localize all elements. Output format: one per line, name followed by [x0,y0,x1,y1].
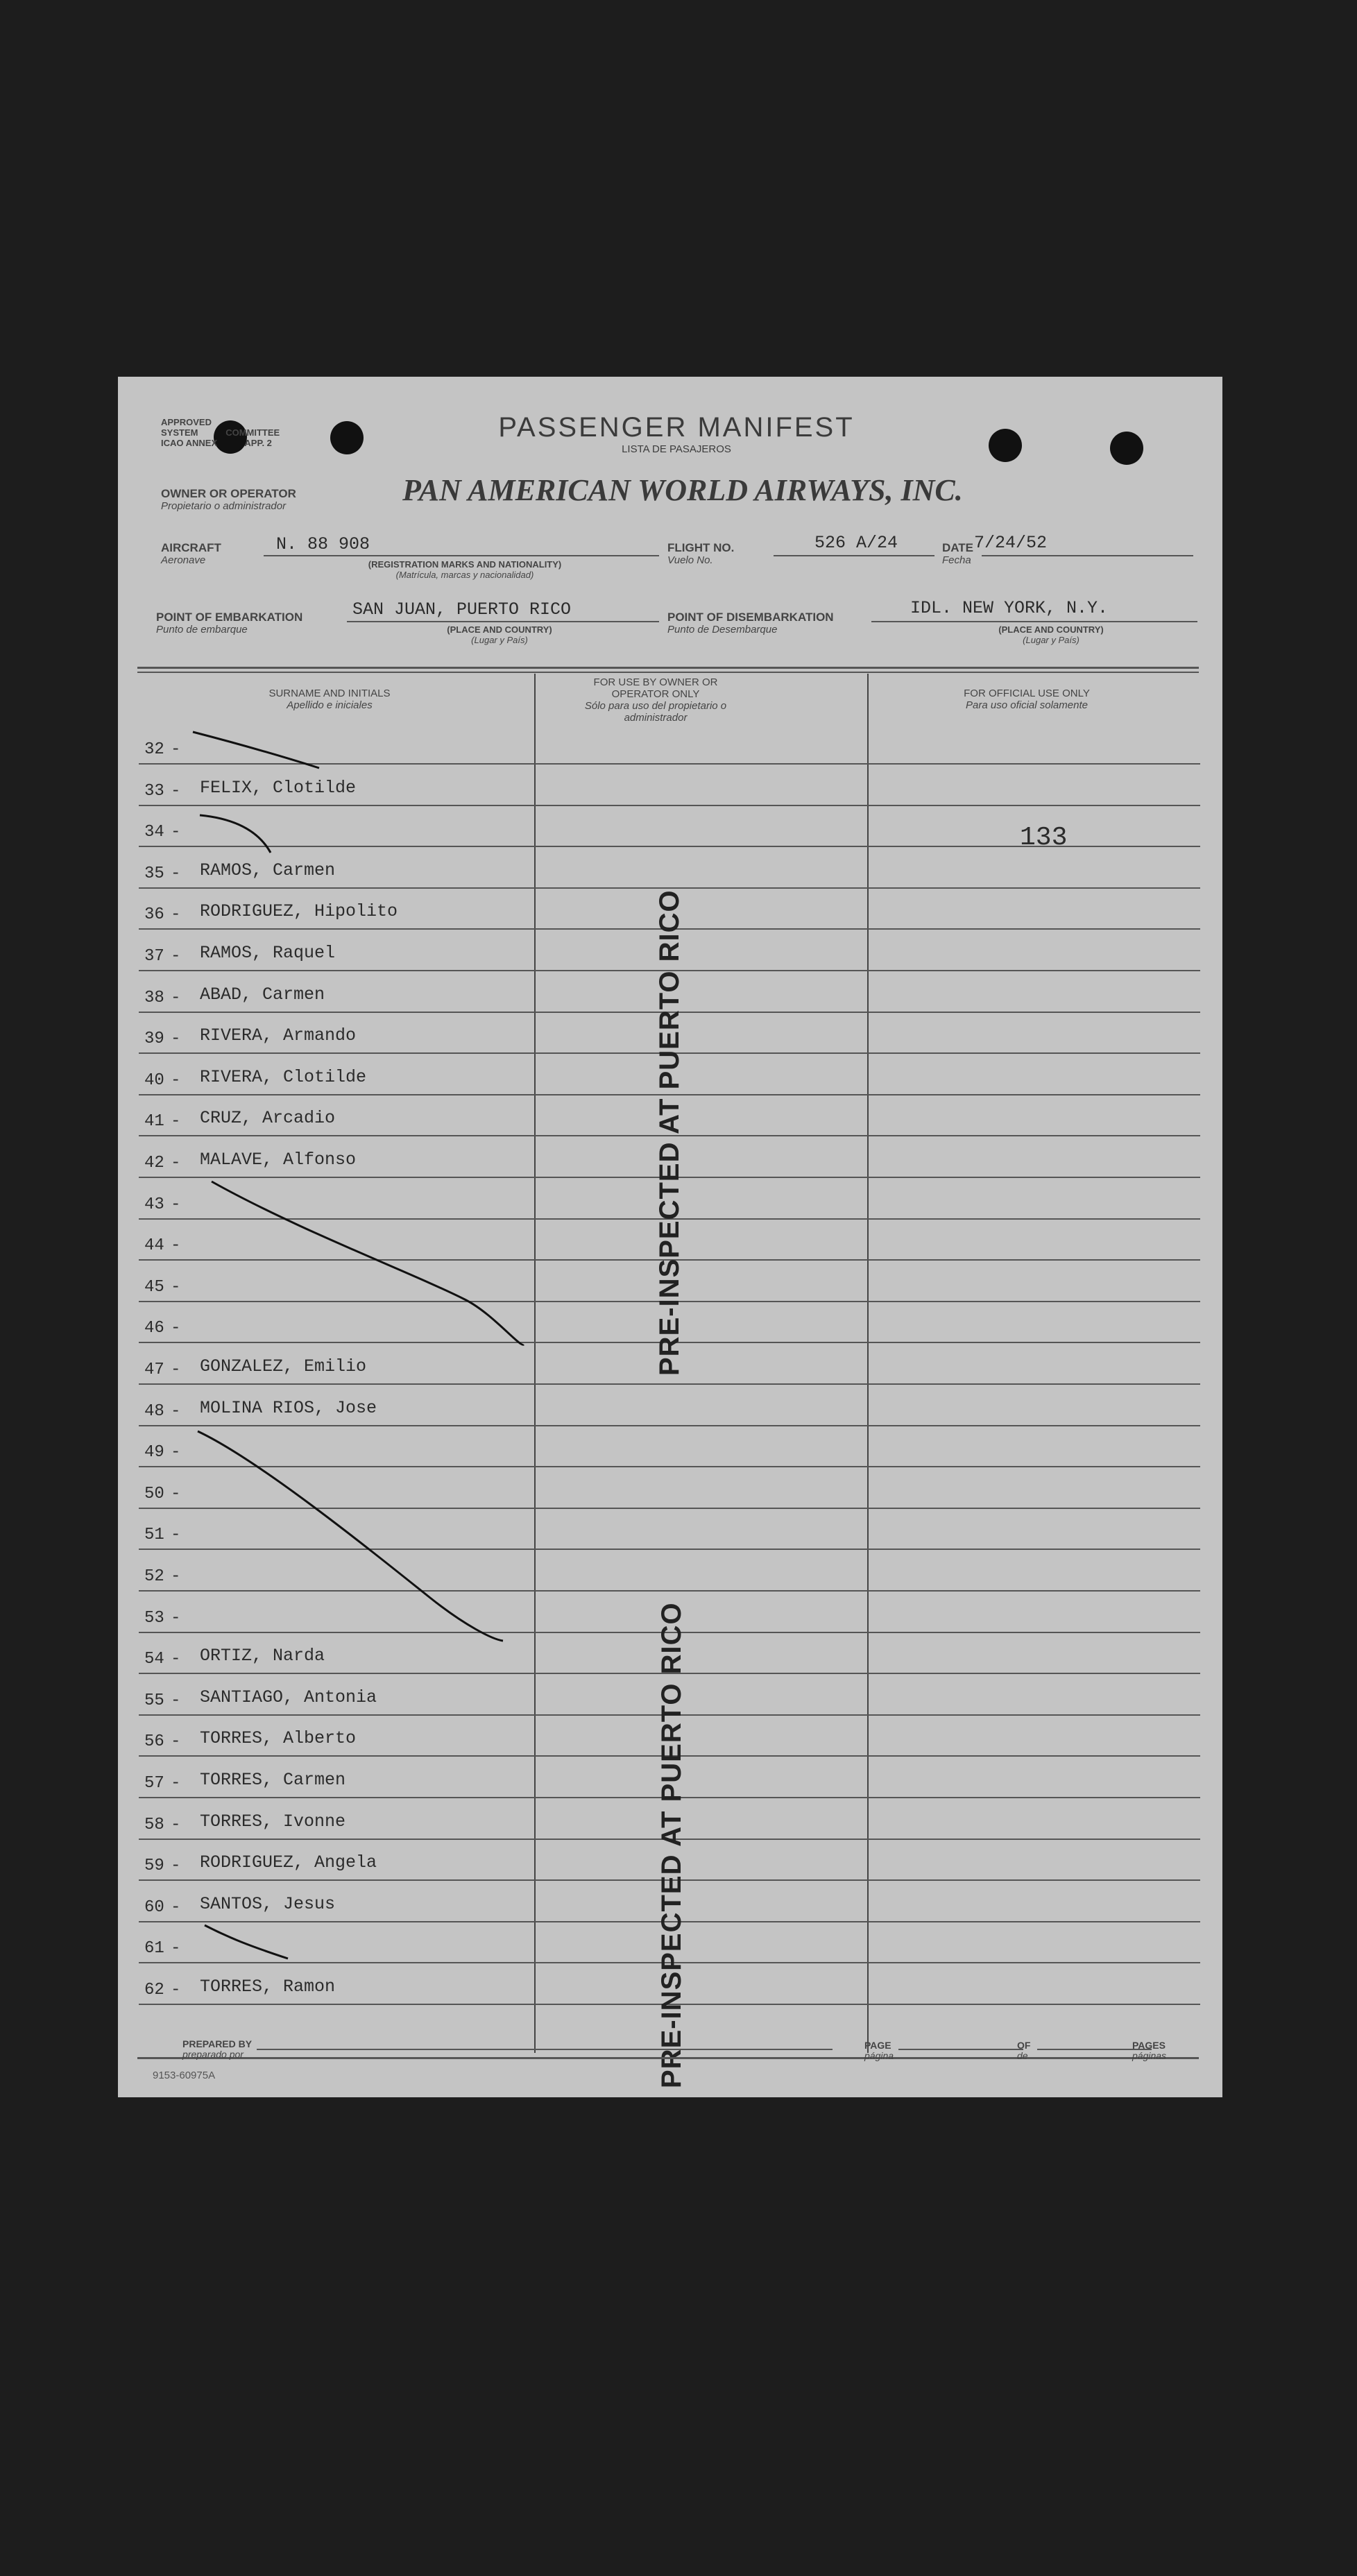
disembarkation-caption: (PLACE AND COUNTRY) (Lugar y País) [998,624,1104,645]
cancel-stroke [193,732,319,768]
row-number: 35 [144,864,164,883]
form-title: PASSENGER MANIFEST LISTA DE PASAJEROS [498,412,855,455]
passenger-name: RIVERA, Armando [200,1025,357,1046]
row-number-dash: - [171,1278,181,1297]
passenger-name: RIVERA, Clotilde [200,1067,367,1087]
row-number: 50 [144,1485,164,1503]
page-line [898,2049,1023,2050]
row-number-dash: - [171,1691,181,1710]
pre-inspected-stamp: PRE-INSPECTED AT PUERTO RICO [654,889,685,1376]
row-number: 43 [144,1195,164,1214]
passenger-name: GONZALEZ, Emilio [200,1356,367,1376]
official-note: 133 [1020,823,1068,853]
date-label: DATE Fecha [942,541,974,566]
passenger-name: TORRES, Carmen [200,1770,346,1790]
row-number-dash: - [171,1071,181,1090]
row-number: 54 [144,1650,164,1669]
row-number-dash: - [171,1981,181,1999]
row-number: 48 [144,1402,164,1421]
row-number-dash: - [171,1030,181,1048]
embarkation-value: SAN JUAN, PUERTO RICO [352,599,572,620]
row-number-dash: - [171,1898,181,1917]
row-number: 36 [144,905,164,924]
embarkation-caption: (PLACE AND COUNTRY) (Lugar y País) [447,624,552,645]
passenger-name: RODRIGUEZ, Hipolito [200,901,398,921]
row-number-dash: - [171,1609,181,1628]
passenger-name: RAMOS, Carmen [200,860,336,880]
row-number: 53 [144,1609,164,1628]
passenger-name: RAMOS, Raquel [200,943,336,963]
table-bottom-rule [137,2057,1199,2059]
owner-label: OWNER OR OPERATOR Propietario o administrador [161,487,296,512]
row-number: 56 [144,1732,164,1751]
row-number: 59 [144,1857,164,1875]
disembarkation-value: IDL. NEW YORK, N.Y. [910,598,1109,618]
cancel-stroke [200,815,271,853]
row-number-dash: - [171,1939,181,1958]
embarkation-label: POINT OF EMBARKATION Punto de embarque [156,611,303,636]
approval-block: APPROVED SYSTEM COMMITTEE ICAO ANNEX APP. 2 [161,417,280,448]
owner-value: PAN AMERICAN WORLD AIRWAYS, INC. [402,473,963,507]
row-number-dash: - [171,740,181,759]
row-number-dash: - [171,1443,181,1462]
row-number: 37 [144,947,164,966]
row-number: 39 [144,1030,164,1048]
row-number: 47 [144,1360,164,1379]
date-value: 7/24/52 [974,533,1048,553]
row-number-dash: - [171,947,181,966]
row-number-dash: - [171,1319,181,1338]
row-number-dash: - [171,1857,181,1875]
row-number: 38 [144,989,164,1007]
passenger-name: CRUZ, Arcadio [200,1108,336,1128]
row-number: 49 [144,1443,164,1462]
passenger-name: TORRES, Alberto [200,1728,357,1748]
pre-inspected-stamp: PRE-INSPECTED AT PUERTO RICO [656,1602,687,2088]
row-number: 55 [144,1691,164,1710]
pages-label: PAGES páginas [1132,2040,1167,2061]
row-number-dash: - [171,1526,181,1544]
row-number: 61 [144,1939,164,1958]
row-number: 46 [144,1319,164,1338]
row-number-dash: - [171,1650,181,1669]
row-number-dash: - [171,1154,181,1172]
page-label: PAGE página [864,2040,894,2061]
flight-value: 526 A/24 [814,533,898,553]
row-number: 58 [144,1816,164,1834]
row-number: 33 [144,782,164,801]
row-number-dash: - [171,1236,181,1255]
row-number-dash: - [171,1112,181,1131]
row-number: 60 [144,1898,164,1917]
row-number-dash: - [171,1402,181,1421]
row-number: 51 [144,1526,164,1544]
row-number: 42 [144,1154,164,1172]
of-label: OF de [1017,2040,1031,2061]
col-header-official: FOR OFFICIAL USE ONLY Para uso oficial solamente [964,688,1090,711]
row-number: 32 [144,740,164,759]
row-number-dash: - [171,782,181,801]
prepared-by-line [257,2049,833,2050]
col-header-surname: SURNAME AND INITIALS Apellido e iniciales [268,688,391,711]
passenger-name: ORTIZ, Narda [200,1646,325,1666]
cancel-stroke [212,1182,524,1345]
prepared-by-label: PREPARED BY preparado por [182,2038,253,2060]
row-number: 40 [144,1071,164,1090]
row-number: 44 [144,1236,164,1255]
row-number: 57 [144,1774,164,1793]
manifest-sheet [118,377,1222,2097]
row-number-dash: - [171,1816,181,1834]
row-number-dash: - [171,1195,181,1214]
passenger-name: SANTIAGO, Antonia [200,1687,377,1707]
row-number-dash: - [171,989,181,1007]
passenger-name: FELIX, Clotilde [200,778,357,798]
cancel-stroke [205,1925,288,1959]
aircraft-caption: (REGISTRATION MARKS AND NATIONALITY) (Matrícula, marcas y nacionalidad) [368,559,562,580]
row-number-dash: - [171,1732,181,1751]
row-number-dash: - [171,823,181,842]
row-number-dash: - [171,1774,181,1793]
row-number-dash: - [171,864,181,883]
aircraft-value: N. 88 908 [276,534,370,554]
flight-label: FLIGHT NO. Vuelo No. [667,541,735,566]
passenger-name: TORRES, Ivonne [200,1811,346,1832]
disembarkation-label: POINT OF DISEMBARKATION Punto de Desembarque [667,611,834,636]
passenger-name: ABAD, Carmen [200,984,325,1005]
form-number: 9153-60975A [153,2070,216,2081]
row-number: 52 [144,1567,164,1586]
row-number-dash: - [171,905,181,924]
row-number-dash: - [171,1485,181,1503]
cancel-stroke [198,1431,503,1641]
row-number: 45 [144,1278,164,1297]
row-number: 62 [144,1981,164,1999]
aircraft-label: AIRCRAFT Aeronave [161,541,221,566]
row-number-dash: - [171,1360,181,1379]
row-number-dash: - [171,1567,181,1586]
row-number: 41 [144,1112,164,1131]
passenger-name: RODRIGUEZ, Angela [200,1852,377,1873]
passenger-name: TORRES, Ramon [200,1977,336,1997]
col-header-owner: FOR USE BY OWNER OR OPERATOR ONLY Sólo para uso del propietario o administrador [584,676,727,724]
passenger-name: SANTOS, Jesus [200,1894,336,1914]
passenger-name: MOLINA RIOS, Jose [200,1398,377,1418]
passenger-name: MALAVE, Alfonso [200,1150,357,1170]
row-number: 34 [144,823,164,842]
